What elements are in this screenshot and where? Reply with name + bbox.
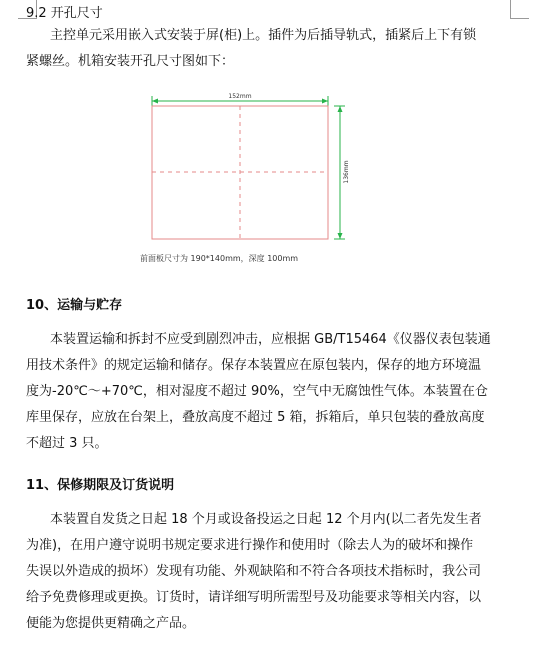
section-11-body xyxy=(26,507,504,637)
section-11-line: 本装置自发货之日起 18 个月或设备投运之日起 12 个月内(以二者先发生者 xyxy=(50,512,482,527)
page-corner-mark-right xyxy=(510,0,529,19)
section-9-2-line-1: 主控单元采用嵌入式安装于屏(柜)上。插件为后插导轨式，插紧后上下有锁 xyxy=(50,28,477,43)
section-11-line: 给予免费修理或更换。订货时，请详细写明所需型号及功能要求等相关内容，以 xyxy=(26,590,482,605)
section-9-2-heading: 9.2 开孔尺寸 xyxy=(26,6,103,21)
section-10-line: 库里保存，应放在台架上，叠放高度不超过 5 箱，拆箱后，单只包装的叠放高度 xyxy=(26,410,485,425)
width-label: 152mm xyxy=(228,93,252,100)
section-11-line: 便能为您提供更精确之产品。 xyxy=(26,616,196,631)
cutout-dimension-figure xyxy=(140,90,380,275)
section-10-heading: 10、运输与贮存 xyxy=(26,298,123,313)
section-10-line: 不超过 3 只。 xyxy=(26,436,108,451)
section-10-line: 用技术条件》的规定运输和储存。保存本装置应在原包装内，保存的地方环境温 xyxy=(26,358,482,373)
height-arrow-top xyxy=(338,106,343,112)
width-arrow-left xyxy=(152,99,158,104)
height-label: 136mm xyxy=(343,160,350,184)
section-11-line: 为准)，在用户遵守说明书规定要求进行操作和使用时（除去人为的破坏和操作 xyxy=(26,538,474,553)
section-11-line: 失误以外造成的损坏）发现有功能、外观缺陷和不符合各项技术指标时，我公司 xyxy=(26,564,482,579)
section-11-heading: 11、保修期限及订货说明 xyxy=(26,478,175,493)
section-10-line: 度为-20℃～+70℃，相对湿度不超过 90%，空气中无腐蚀性气体。本装置在仓 xyxy=(26,384,488,399)
width-arrow-right xyxy=(322,99,328,104)
figure-caption: 前面板尺寸为 190*140mm，深度 100mm xyxy=(140,254,299,263)
section-10-body xyxy=(26,327,504,457)
cutout-drawing xyxy=(140,90,380,275)
section-9-2-line-2: 紧螺丝。机箱安装开孔尺寸图如下： xyxy=(26,54,235,69)
height-arrow-bottom xyxy=(338,233,343,239)
section-10-line: 本装置运输和拆封不应受到剧烈冲击，应根据 GB/T15464《仪器仪表包装通 xyxy=(50,332,491,347)
